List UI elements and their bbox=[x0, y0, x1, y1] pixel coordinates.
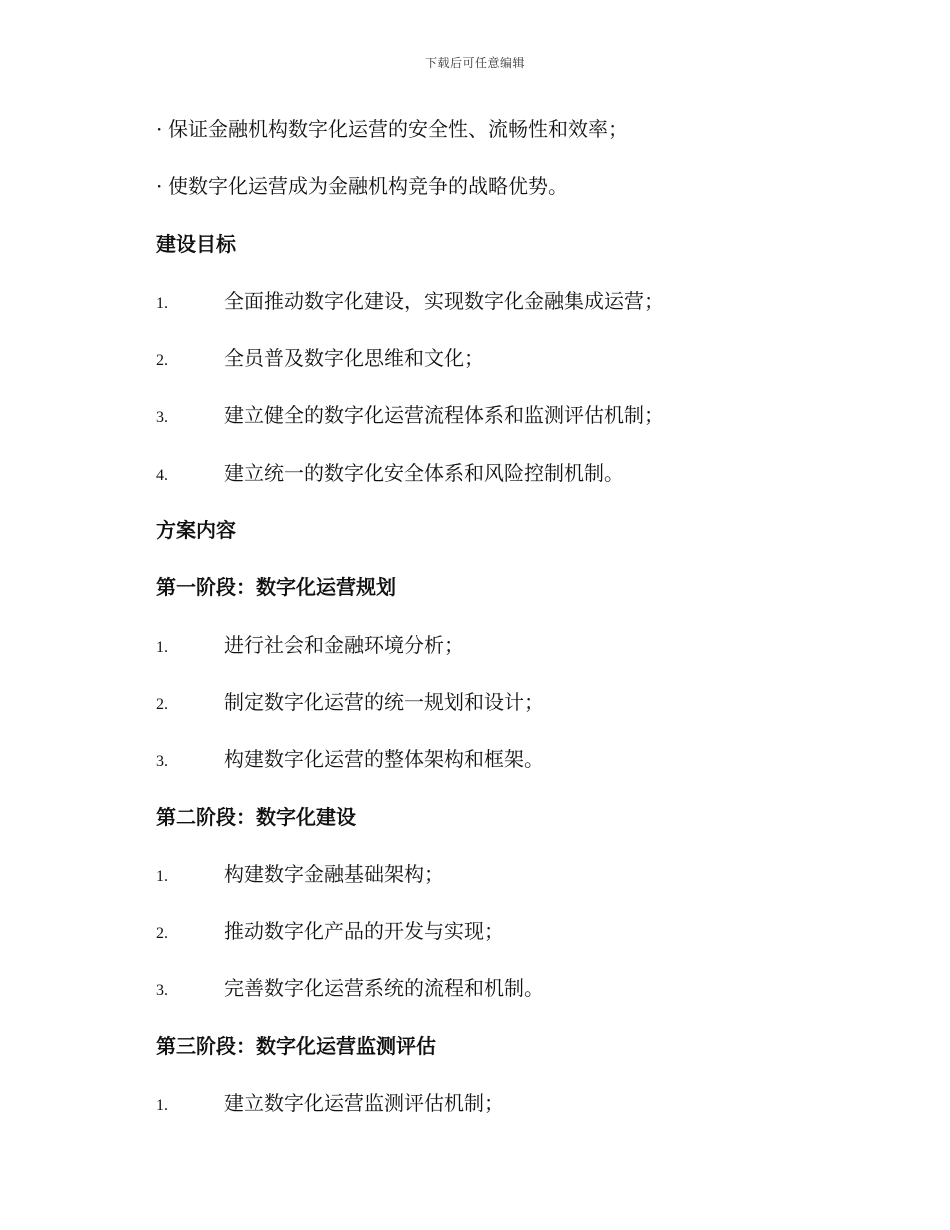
list-text: 制定数字化运营的统一规划和设计； bbox=[224, 689, 544, 714]
bullet-item bbox=[156, 110, 836, 167]
list-text: 全员普及数字化思维和文化； bbox=[224, 346, 484, 371]
list-item bbox=[156, 740, 836, 797]
bullet-mark: · bbox=[156, 117, 163, 141]
section-heading-plan: 方案内容 bbox=[156, 518, 236, 543]
list-item bbox=[156, 396, 836, 453]
list-number: 2. bbox=[156, 925, 168, 943]
list-number: 1. bbox=[156, 294, 168, 312]
list-item bbox=[156, 683, 836, 740]
phase-heading: 第三阶段：数字化运营监测评估 bbox=[156, 1033, 436, 1058]
list-text: 推动数字化产品的开发与实现； bbox=[224, 919, 504, 944]
phase-heading: 第一阶段：数字化运营规划 bbox=[156, 575, 396, 600]
list-number: 4. bbox=[156, 466, 168, 484]
bullet-text: 使数字化运营成为金融机构竞争的战略优势。 bbox=[168, 174, 568, 199]
phase-heading: 第二阶段：数字化建设 bbox=[156, 804, 356, 829]
list-item bbox=[156, 969, 836, 1026]
list-text: 建立统一的数字化安全体系和风险控制机制。 bbox=[224, 460, 624, 485]
list-item bbox=[156, 855, 836, 912]
list-text: 建立数字化运营监测评估机制； bbox=[224, 1091, 504, 1116]
list-number: 1. bbox=[156, 638, 168, 656]
list-text: 构建数字金融基础架构； bbox=[224, 861, 444, 886]
list-item bbox=[156, 282, 836, 339]
list-text: 建立健全的数字化运营流程体系和监测评估机制； bbox=[224, 403, 664, 428]
page-header: 下载后可任意编辑 bbox=[424, 56, 525, 70]
list-number: 3. bbox=[156, 409, 168, 427]
list-item bbox=[156, 339, 836, 396]
bullet-mark: · bbox=[156, 174, 163, 199]
list-text: 全面推动数字化建设，实现数字化金融集成运营； bbox=[224, 288, 664, 313]
list-item bbox=[156, 626, 836, 683]
bullet-text: 保证金融机构数字化运营的安全性、流畅性和效率； bbox=[168, 117, 628, 141]
list-text: 进行社会和金融环境分析； bbox=[224, 632, 464, 657]
list-item bbox=[156, 912, 836, 969]
list-number: 2. bbox=[156, 352, 168, 370]
list-number: 3. bbox=[156, 753, 168, 771]
list-number: 3. bbox=[156, 982, 168, 1000]
list-text: 完善数字化运营系统的流程和机制。 bbox=[224, 976, 544, 1001]
list-text: 构建数字化运营的整体架构和框架。 bbox=[224, 747, 544, 772]
section-heading-goals: 建设目标 bbox=[156, 231, 236, 256]
document-body bbox=[156, 110, 836, 1141]
bullet-item bbox=[156, 167, 836, 224]
list-number: 2. bbox=[156, 695, 168, 713]
list-item bbox=[156, 454, 836, 511]
list-item bbox=[156, 1084, 836, 1141]
list-number: 1. bbox=[156, 867, 168, 885]
list-number: 1. bbox=[156, 1097, 168, 1115]
